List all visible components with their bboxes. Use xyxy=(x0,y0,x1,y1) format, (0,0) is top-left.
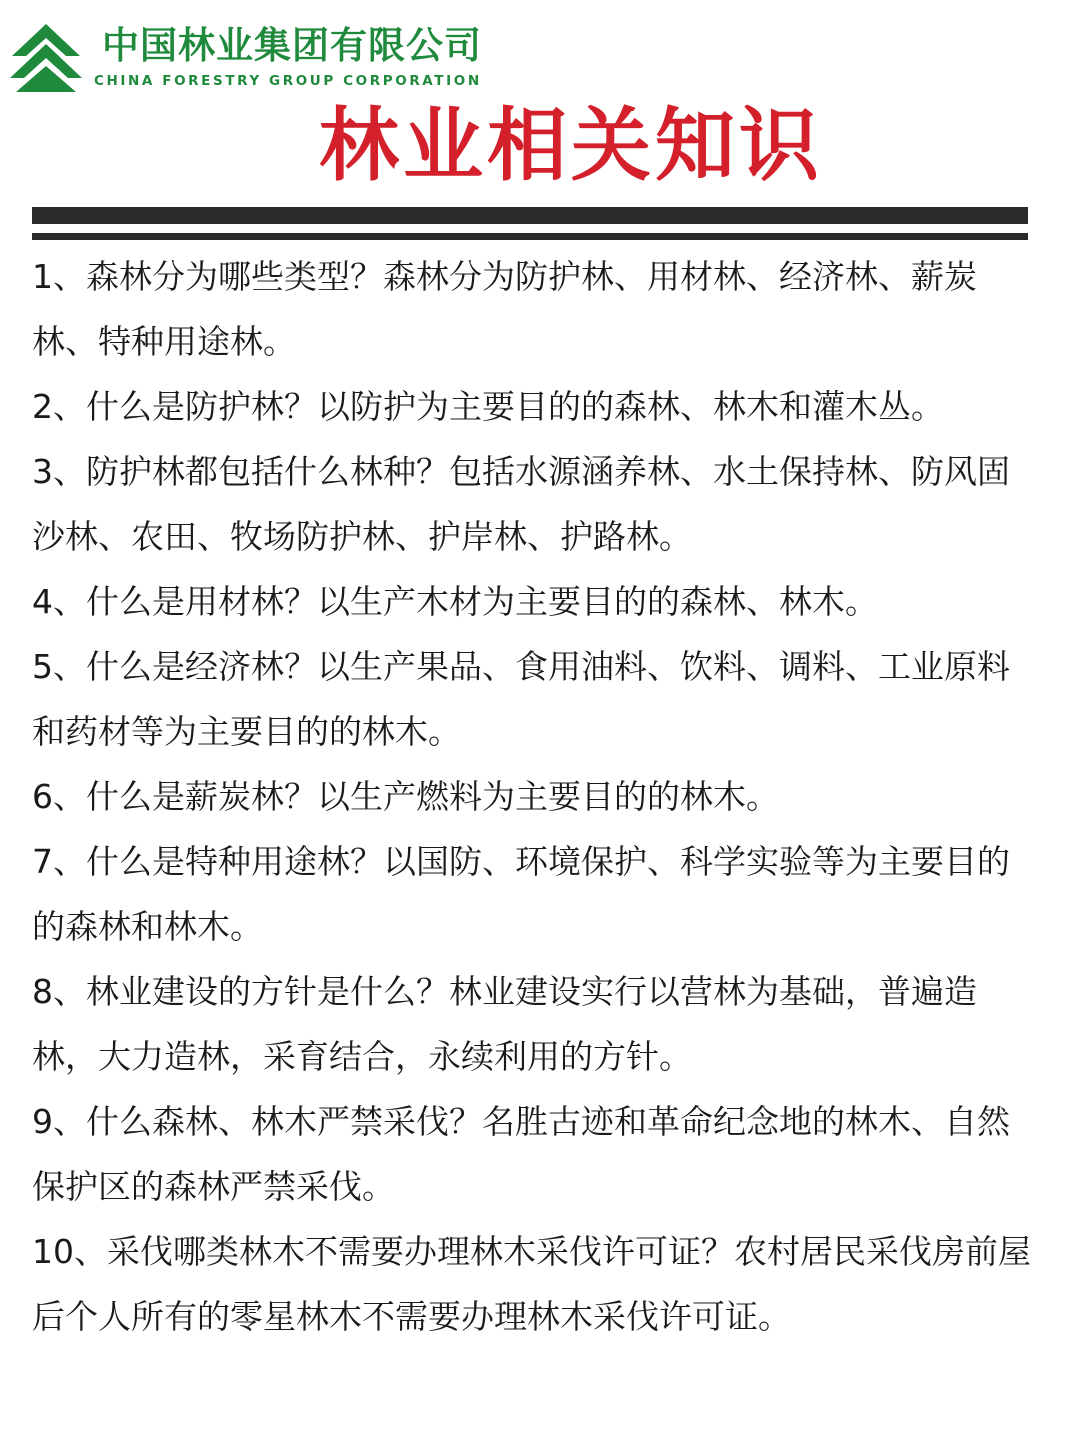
list-item: 9、什么森林、林木严禁采伐？名胜古迹和革命纪念地的林木、自然保护区的森林严禁采伐。 xyxy=(32,1102,1010,1206)
company-name-cn: 中国林业集团有限公司 xyxy=(102,24,482,67)
list-item: 5、什么是经济林？以生产果品、食用油料、饮料、调料、工业原料和药材等为主要目的的林木。 xyxy=(32,647,1010,751)
list-item: 7、什么是特种用途林？以国防、环境保护、科学实验等为主要目的的森林和林木。 xyxy=(32,842,1010,946)
page-title: 林业相关知识 xyxy=(319,99,823,192)
list-item: 8、林业建设的方针是什么？林业建设实行以营林为基础，普遍造林，大力造林，采育结合，永续利用的方针。 xyxy=(32,972,977,1076)
list-item: 6、什么是薪炭林？以生产燃料为主要目的的林木。 xyxy=(32,777,779,816)
list-item: 10、采伐哪类林木不需要办理林木采伐许可证？农村居民采伐房前屋后个人所有的零星林木不需要办理林木采伐许可证。 xyxy=(32,1232,1031,1336)
list-item: 4、什么是用材林？以生产木材为主要目的的森林、林木。 xyxy=(32,582,878,621)
tree-logo-icon xyxy=(6,22,86,92)
company-logo xyxy=(6,22,486,94)
list-item: 2、什么是防护林？以防护为主要目的的森林、林木和灌木丛。 xyxy=(32,387,944,426)
list-item: 1、森林分为哪些类型？森林分为防护林、用材林、经济林、薪炭林、特种用途林。 xyxy=(32,257,977,361)
knowledge-list xyxy=(32,244,1032,1349)
divider-thin xyxy=(32,233,1028,240)
divider-thick xyxy=(32,207,1028,224)
list-item: 3、防护林都包括什么林种？包括水源涵养林、水土保持林、防风固沙林、农田、牧场防护林、护岸林、护路林。 xyxy=(32,452,1010,556)
company-name-en: CHINA FORESTRY GROUP CORPORATION xyxy=(94,73,482,89)
